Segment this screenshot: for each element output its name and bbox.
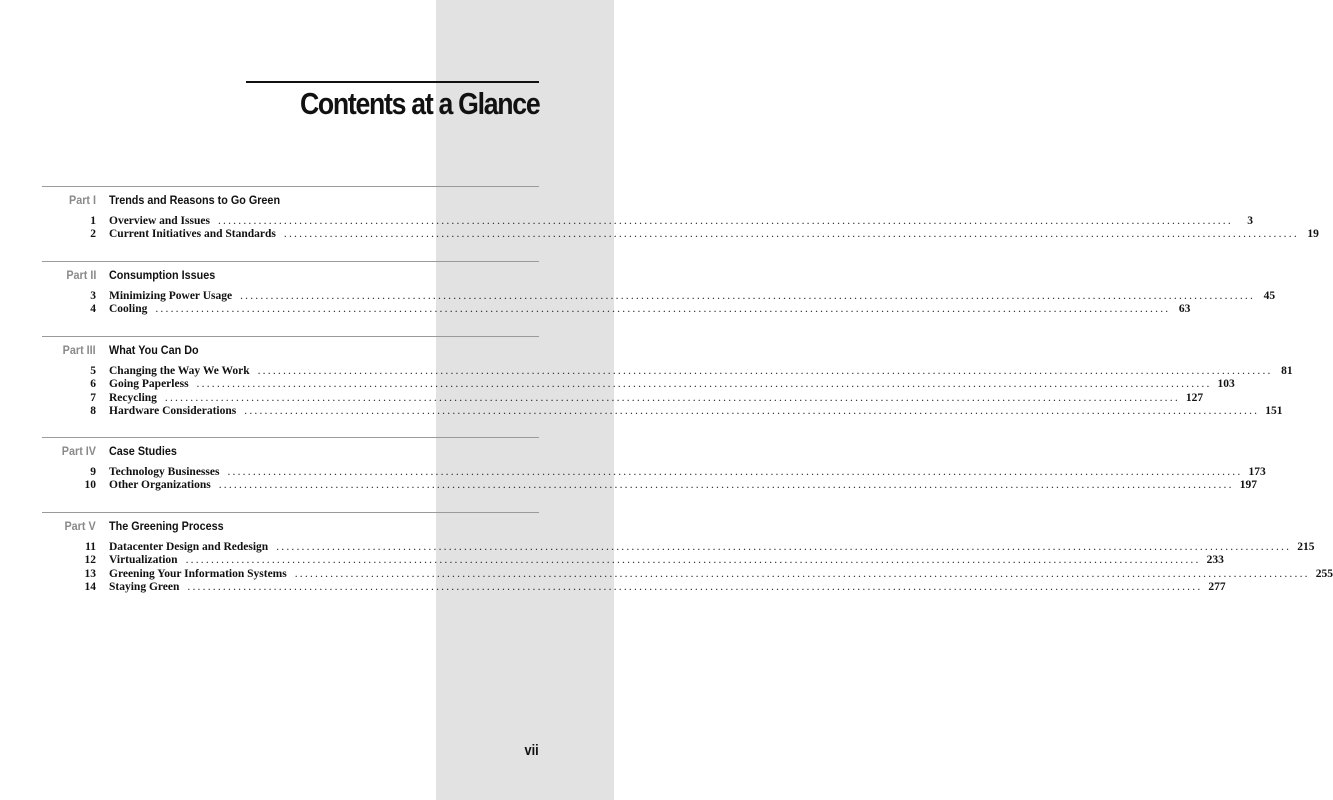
toc-part <box>42 512 1333 595</box>
chapter-title: Virtualization <box>109 554 178 567</box>
part-label: Part II <box>65 268 96 282</box>
chapter-title: Greening Your Information Systems <box>109 567 287 580</box>
chapter-number: 14 <box>84 581 96 594</box>
dot-leader: ........................................................................................................................................................................................................ <box>217 215 1233 227</box>
chapter-list <box>42 290 1276 317</box>
chapter-entry[interactable] <box>42 391 1204 405</box>
chapter-title: Staying Green <box>109 581 180 594</box>
chapter-page-number: 277 <box>1208 581 1226 594</box>
chapter-page-number: 173 <box>1248 466 1266 478</box>
chapter-title: Recycling <box>109 391 157 404</box>
part-title[interactable]: The Greening Process <box>109 519 224 533</box>
part-header <box>42 262 539 288</box>
chapter-number: 10 <box>84 479 96 492</box>
chapter-number: 4 <box>90 303 96 316</box>
dot-leader: ........................................................................................................................................................................................................ <box>185 554 1201 567</box>
chapter-number: 8 <box>90 405 96 418</box>
chapter-page-number: 233 <box>1206 554 1224 567</box>
part-label: Part I <box>68 193 96 207</box>
dot-leader: ........................................................................................................................................................................................................ <box>218 479 1234 492</box>
chapter-entry[interactable] <box>42 228 1319 241</box>
page-number: vii <box>524 742 539 759</box>
chapter-line <box>109 567 1333 581</box>
dot-leader: ........................................................................................................................................................................................................ <box>187 581 1203 594</box>
chapter-title: Minimizing Power Usage <box>109 290 233 302</box>
dot-leader: ........................................................................................................................................................................................................ <box>227 466 1243 478</box>
toc-part <box>42 186 1319 242</box>
chapter-title: Technology Businesses <box>109 466 220 478</box>
chapter-number: 9 <box>90 466 96 478</box>
part-label: Part III <box>62 343 96 357</box>
chapter-entry[interactable] <box>42 581 1226 594</box>
chapter-entry[interactable] <box>42 405 1283 418</box>
chapter-line <box>109 290 1276 303</box>
chapter-line <box>109 581 1226 594</box>
chapter-entry[interactable] <box>42 541 1315 554</box>
chapter-number: 1 <box>90 215 96 227</box>
dot-leader: ........................................................................................................................................................................................................ <box>164 391 1180 404</box>
chapter-page-number: 197 <box>1239 479 1257 492</box>
chapter-title: Changing the Way We Work <box>109 365 250 377</box>
chapter-list <box>42 365 1293 419</box>
chapter-line <box>109 303 1191 316</box>
chapter-number: 13 <box>84 567 96 580</box>
chapter-line <box>109 391 1204 405</box>
chapter-list <box>42 466 1266 493</box>
chapter-title: Hardware Considerations <box>109 405 237 418</box>
chapter-title: Other Organizations <box>109 479 211 492</box>
chapter-entry[interactable] <box>42 479 1257 492</box>
part-header <box>42 513 539 539</box>
chapter-entry[interactable] <box>42 567 1333 581</box>
chapter-page-number: 215 <box>1297 541 1315 553</box>
chapter-title: Going Paperless <box>109 378 189 391</box>
dot-leader: ........................................................................................................................................................................................................ <box>196 378 1212 391</box>
chapter-number: 6 <box>90 378 96 391</box>
chapter-line <box>109 554 1224 567</box>
chapter-entry[interactable] <box>42 303 1191 316</box>
chapter-number: 5 <box>90 365 96 377</box>
part-header <box>42 438 539 464</box>
page-title: Contents at a Glance <box>299 86 539 121</box>
toc-part <box>42 336 1293 419</box>
chapter-number: 7 <box>90 391 96 404</box>
chapter-line <box>109 479 1257 492</box>
part-title[interactable]: Trends and Reasons to Go Green <box>109 193 281 207</box>
chapter-list <box>42 541 1333 595</box>
chapter-entry[interactable] <box>42 365 1293 378</box>
part-header <box>42 337 539 363</box>
chapter-title: Datacenter Design and Redesign <box>109 541 269 553</box>
chapter-page-number: 63 <box>1178 303 1191 316</box>
chapter-page-number: 45 <box>1263 290 1276 302</box>
chapter-line <box>109 405 1283 418</box>
part-title[interactable]: Case Studies <box>109 444 177 458</box>
part-label: Part IV <box>61 444 96 458</box>
toc-part <box>42 261 1276 317</box>
dot-leader: ........................................................................................................................................................................................................ <box>276 541 1292 553</box>
chapter-entry[interactable] <box>42 378 1235 391</box>
chapter-line <box>109 215 1253 228</box>
chapter-entry[interactable] <box>42 466 1266 479</box>
chapter-page-number: 255 <box>1315 567 1333 580</box>
chapter-page-number: 81 <box>1281 365 1293 377</box>
part-header <box>42 187 539 213</box>
part-title[interactable]: Consumption Issues <box>109 268 216 282</box>
chapter-title: Current Initiatives and Standards <box>109 228 276 241</box>
dot-leader: ........................................................................................................................................................................................................ <box>244 405 1260 418</box>
chapter-entry[interactable] <box>42 290 1276 303</box>
title-rule <box>246 81 539 83</box>
chapter-number: 11 <box>85 541 96 553</box>
chapter-page-number: 19 <box>1307 228 1319 241</box>
chapter-line <box>109 466 1266 479</box>
chapter-page-number: 3 <box>1247 215 1253 227</box>
chapter-line <box>109 228 1319 241</box>
chapter-line <box>109 378 1235 391</box>
dot-leader: ........................................................................................................................................................................................................ <box>283 228 1299 241</box>
chapter-title: Overview and Issues <box>109 215 210 227</box>
chapter-number: 3 <box>90 290 96 302</box>
chapter-line <box>109 365 1293 378</box>
dot-leader: ........................................................................................................................................................................................................ <box>294 567 1310 580</box>
chapter-page-number: 103 <box>1217 378 1235 391</box>
chapter-list <box>42 215 1319 242</box>
chapter-entry[interactable] <box>42 215 1253 228</box>
part-title[interactable]: What You Can Do <box>109 343 199 357</box>
chapter-number: 2 <box>90 228 96 241</box>
dot-leader: ........................................................................................................................................................................................................ <box>257 365 1273 377</box>
dot-leader: ........................................................................................................................................................................................................ <box>240 290 1256 302</box>
chapter-number: 12 <box>84 554 96 567</box>
chapter-entry[interactable] <box>42 554 1224 567</box>
chapter-page-number: 151 <box>1265 405 1283 418</box>
toc-part <box>42 437 1266 493</box>
dot-leader: ........................................................................................................................................................................................................ <box>155 303 1171 316</box>
chapter-page-number: 127 <box>1185 391 1204 404</box>
chapter-title: Cooling <box>109 303 148 316</box>
chapter-line <box>109 541 1315 554</box>
part-label: Part V <box>64 519 96 533</box>
